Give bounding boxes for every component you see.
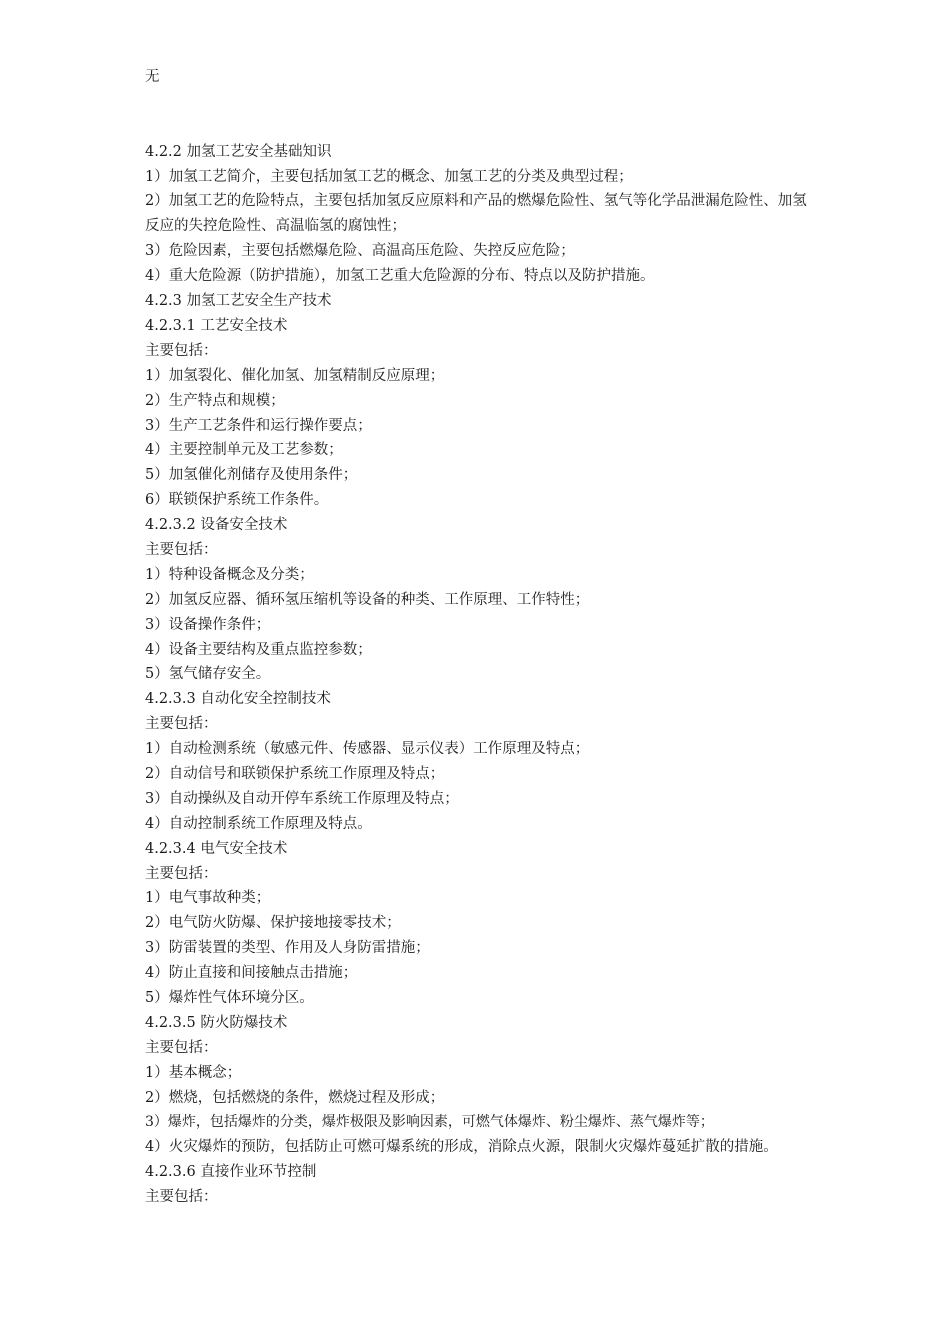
list-item: 2）电气防火防爆、保护接地接零技术；	[145, 915, 401, 932]
top-text: 无	[145, 69, 160, 85]
list-item: 1）加氢工艺简介，主要包括加氢工艺的概念、加氢工艺的分类及典型过程；	[145, 168, 633, 185]
heading-4-2-3-2: 4.2.3.2 设备安全技术	[145, 517, 288, 534]
blank-space	[145, 90, 810, 140]
list-item: 4）主要控制单元及工艺参数；	[145, 442, 343, 459]
list-item: 3）危险因素，主要包括燃爆危险、高温高压危险、失控反应危险；	[145, 243, 575, 260]
heading-4-2-3-4: 4.2.3.4 电气安全技术	[145, 840, 288, 857]
heading-4-2-3-5: 4.2.3.5 防火防爆技术	[145, 1014, 288, 1031]
list-item: 2）加氢反应器、循环氢压缩机等设备的种类、工作原理、工作特性；	[145, 591, 590, 608]
intro-text: 主要包括：	[145, 1189, 218, 1206]
heading-4-2-3-3: 4.2.3.3 自动化安全控制技术	[145, 691, 331, 708]
heading-4-2-3: 4.2.3 加氢工艺安全生产技术	[145, 293, 332, 310]
list-item: 6）联锁保护系统工作条件。	[145, 492, 329, 509]
list-item: 4）防止直接和间接触点击措施；	[145, 965, 358, 982]
list-item: 2）自动信号和联锁保护系统工作原理及特点；	[145, 765, 445, 782]
list-item: 3）自动操纵及自动开停车系统工作原理及特点；	[145, 790, 459, 807]
list-item: 5）氢气储存安全。	[145, 666, 271, 683]
list-item: 5）加氢催化剂储存及使用条件；	[145, 467, 358, 484]
intro-text: 主要包括：	[145, 865, 218, 882]
list-item: 1）自动检测系统（敏感元件、传感器、显示仪表）工作原理及特点；	[145, 741, 590, 758]
list-item: 1）加氢裂化、催化加氢、加氢精制反应原理；	[145, 367, 445, 384]
intro-text: 主要包括：	[145, 342, 218, 359]
intro-text: 主要包括：	[145, 541, 218, 558]
list-item: 4）火灾爆炸的预防，包括防止可燃可爆系统的形成，消除点火源，限制火灾爆炸蔓延扩散的措施。	[145, 1139, 778, 1156]
heading-4-2-3-6: 4.2.3.6 直接作业环节控制	[145, 1164, 317, 1181]
list-item: 1）电气事故种类；	[145, 890, 271, 907]
heading-4-2-2: 4.2.2 加氢工艺安全基础知识	[145, 143, 332, 160]
list-item: 2）加氢工艺的危险特点，主要包括加氢反应原料和产品的燃爆危险性、氢气等化学品泄漏危险性、加氢反应的失控危险性、高温临氢的腐蚀性；	[145, 193, 807, 235]
list-item: 4）自动控制系统工作原理及特点。	[145, 815, 372, 832]
list-item: 2）生产特点和规模；	[145, 392, 285, 409]
list-item: 5）爆炸性气体环境分区。	[145, 990, 314, 1006]
list-item: 2）燃烧，包括燃烧的条件，燃烧过程及形成；	[145, 1089, 445, 1106]
heading-4-2-3-1: 4.2.3.1 工艺安全技术	[145, 317, 288, 334]
intro-text: 主要包括：	[145, 716, 218, 733]
list-item: 4）重大危险源（防护措施），加氢工艺重大危险源的分布、特点以及防护措施。	[145, 268, 655, 285]
intro-text: 主要包括：	[145, 1039, 218, 1056]
list-item: 3）设备操作条件；	[145, 616, 271, 633]
list-item: 3）生产工艺条件和运行操作要点；	[145, 417, 372, 434]
list-item: 1）基本概念；	[145, 1064, 242, 1081]
list-item: 3）爆炸，包括爆炸的分类，爆炸极限及影响因素，可燃气体爆炸、粉尘爆炸、蒸气爆炸等；	[145, 1114, 714, 1131]
list-item: 4）设备主要结构及重点监控参数；	[145, 641, 372, 658]
document-page	[145, 65, 810, 1210]
list-item: 1）特种设备概念及分类；	[145, 566, 314, 583]
list-item: 3）防雷装置的类型、作用及人身防雷措施；	[145, 940, 430, 957]
